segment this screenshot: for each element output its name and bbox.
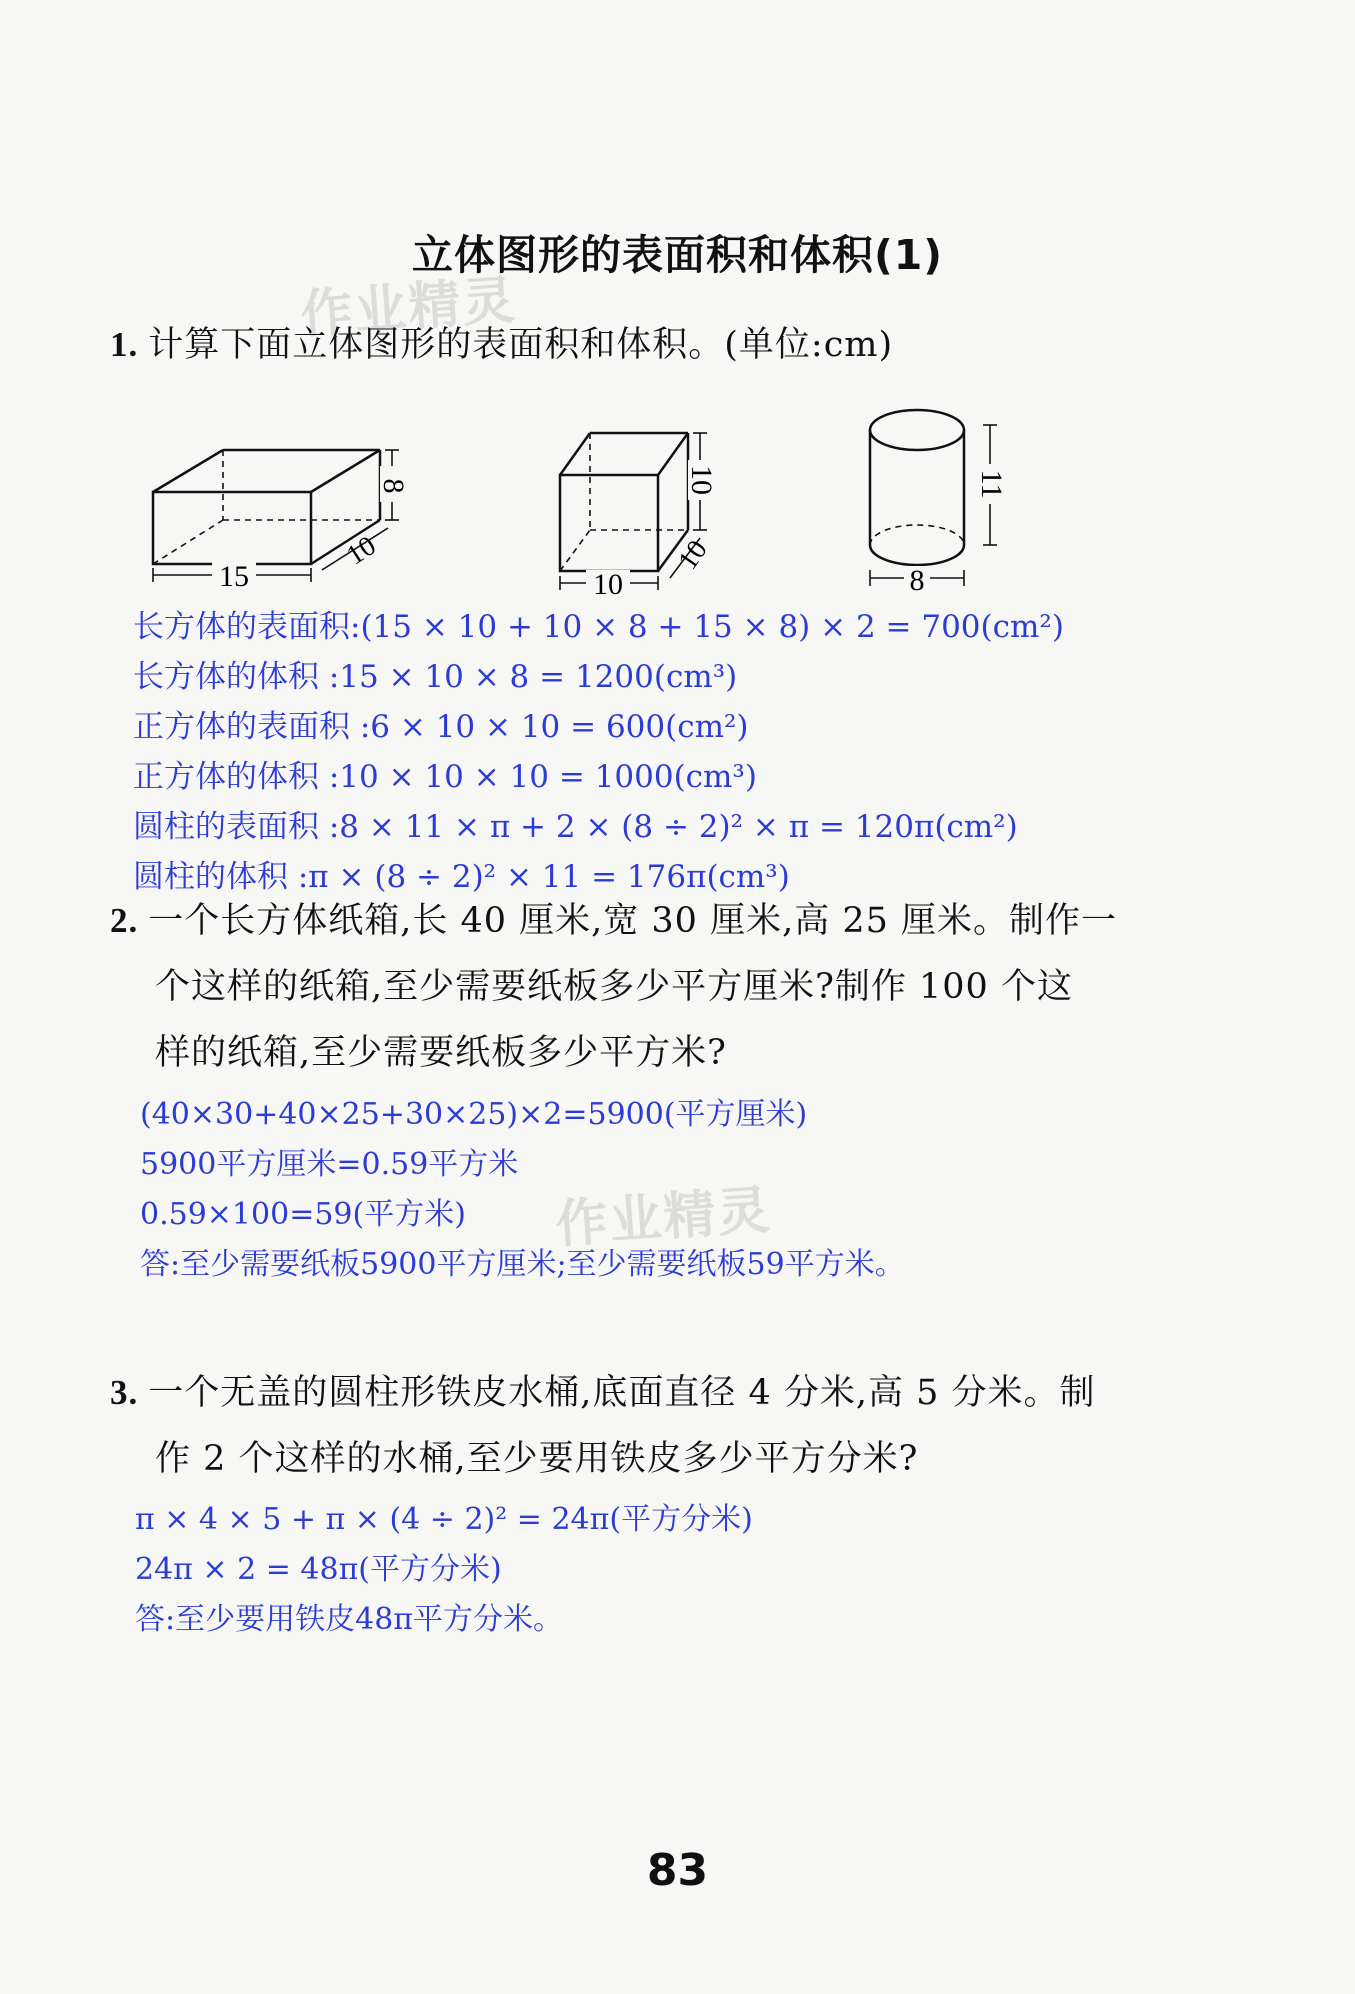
answer-line: 正方体的体积 :10 × 10 × 10 = 1000(cm³): [133, 759, 757, 795]
cube-side-label: 10: [685, 465, 718, 495]
question-number: 3.: [110, 1373, 139, 1412]
question-line: 一个长方体纸箱,长 40 厘米,宽 30 厘米,高 25 厘米。制作一: [148, 901, 1117, 941]
answer-3: [135, 1495, 753, 1645]
question-line: 一个无盖的圆柱形铁皮水桶,底面直径 4 分米,高 5 分米。制: [148, 1373, 1096, 1413]
question-line: 个这样的纸箱,至少需要纸板多少平方厘米?制作 100 个这: [155, 967, 1073, 1007]
cuboid-width-label: 10: [341, 530, 382, 572]
answer-1: [133, 602, 1064, 902]
cube-depth-label: 10: [672, 534, 714, 576]
question-1: [110, 312, 893, 378]
answer-line: 答:至少需要纸板5900平方厘米;至少需要纸板59平方米。: [140, 1247, 905, 1282]
answer-line: 24π × 2 = 48π(平方分米): [135, 1552, 502, 1587]
question-text: 计算下面立体图形的表面积和体积。(单位:cm): [148, 325, 894, 365]
answer-line: (40×30+40×25+30×25)×2=5900(平方厘米): [140, 1097, 808, 1132]
cylinder-diameter-label: 8: [909, 564, 925, 597]
answer-line: 长方体的体积 :15 × 10 × 8 = 1200(cm³): [133, 659, 738, 695]
answer-line: 0.59×100=59(平方米): [140, 1197, 466, 1232]
question-number: 1.: [110, 325, 139, 364]
question-number: 2.: [110, 901, 139, 940]
question-3: [110, 1360, 1096, 1492]
answer-line: 正方体的表面积 :6 × 10 × 10 = 600(cm²): [133, 709, 749, 745]
cuboid-height-label: 8: [377, 478, 410, 494]
question-2: [110, 888, 1117, 1086]
question-line: 样的纸箱,至少需要纸板多少平方米?: [155, 1033, 727, 1073]
answer-line: 5900平方厘米=0.59平方米: [140, 1147, 519, 1182]
page-title: 立体图形的表面积和体积(1): [411, 231, 943, 279]
watermark: 作业精灵: [553, 1180, 774, 1256]
answer-line: 答:至少要用铁皮48π平方分米。: [135, 1602, 563, 1637]
cuboid-length-label: 15: [219, 560, 249, 593]
answer-2: [140, 1090, 905, 1290]
solid-figures: [0, 400, 1355, 600]
cylinder-height-label: 11: [975, 469, 1008, 499]
page-number: 83: [646, 1845, 709, 1896]
watermark: 作业精灵: [298, 270, 519, 346]
cube-bottom-label: 10: [593, 568, 623, 600]
answer-line: 长方体的表面积:(15 × 10 + 10 × 8 + 15 × 8) × 2 = 700(cm²): [133, 609, 1064, 645]
answer-line: 圆柱的表面积 :8 × 11 × π + 2 × (8 ÷ 2)² × π = 120π(cm²): [133, 809, 1018, 845]
answer-line: π × 4 × 5 + π × (4 ÷ 2)² = 24π(平方分米): [135, 1502, 753, 1537]
question-line: 作 2 个这样的水桶,至少要用铁皮多少平方分米?: [155, 1439, 919, 1479]
answer-line: 圆柱的体积 :π × (8 ÷ 2)² × 11 = 176π(cm³): [133, 859, 790, 895]
